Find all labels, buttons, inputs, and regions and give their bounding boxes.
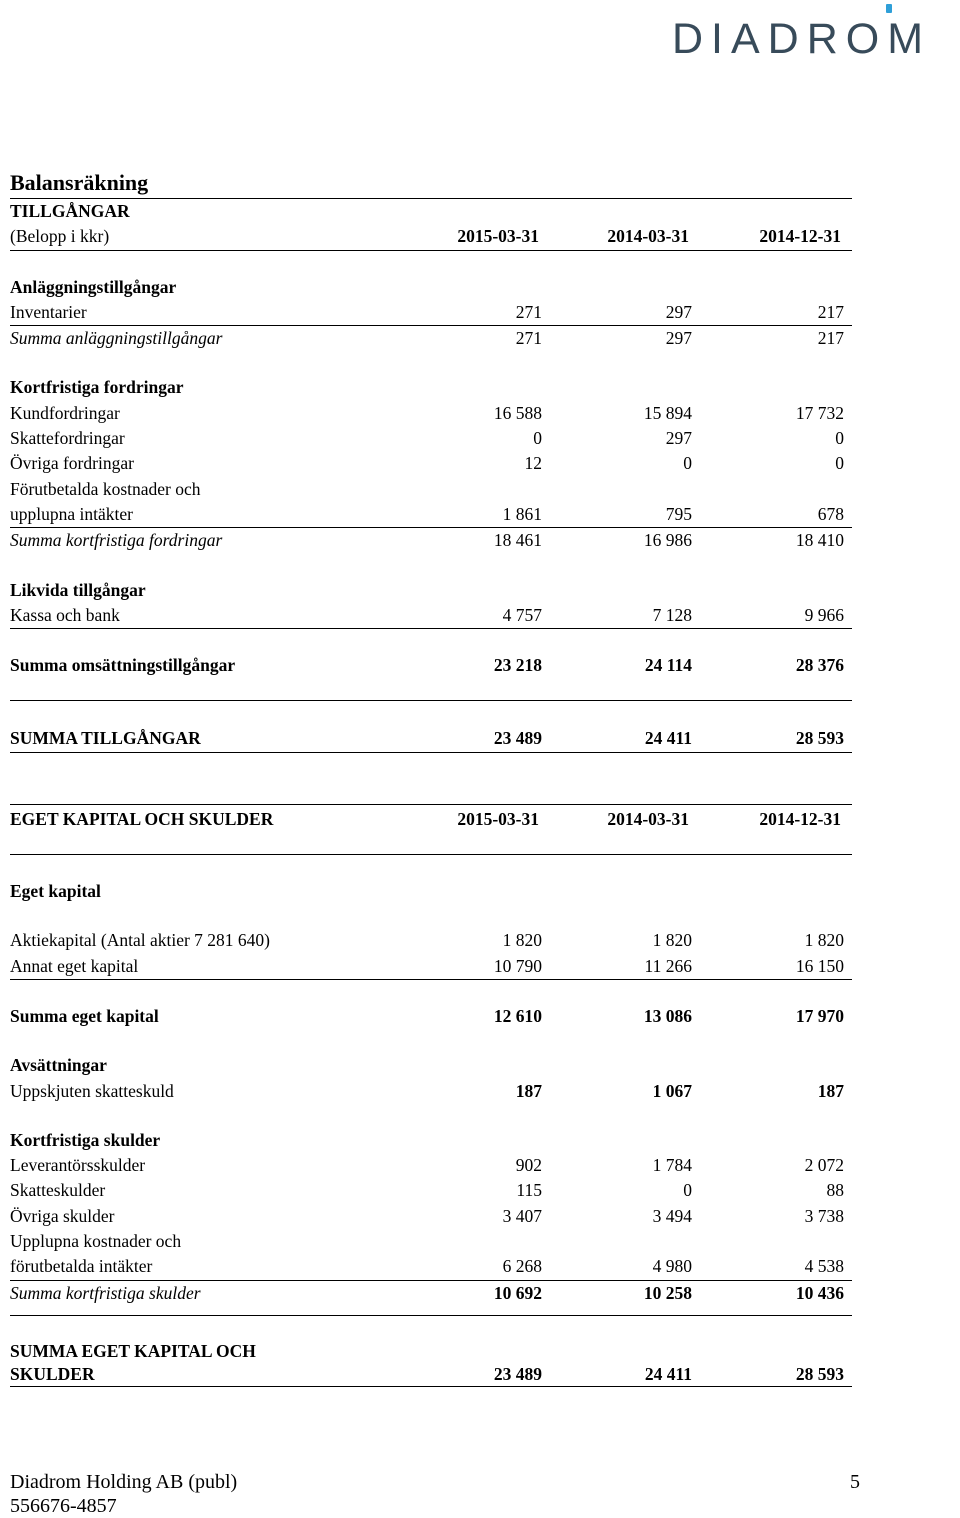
row-value: 3 407 [502,1205,542,1226]
row-value: 187 [515,1080,542,1101]
row-value: 0 [835,453,844,474]
row-label: Summa kortfristiga skulder [10,1282,201,1303]
row-value: 10 790 [493,955,542,976]
group-heading [10,275,852,300]
row-value: 15 894 [643,402,692,423]
row-value: 23 218 [493,655,542,676]
group-heading-label: Eget kapital [10,881,101,902]
grand-total-row [10,1363,852,1387]
row-value: 6 268 [502,1256,542,1277]
row-value: 9 966 [804,604,844,625]
group-heading [10,1053,852,1078]
row-value: 17 970 [795,1005,844,1026]
row-value: 2 072 [804,1155,844,1176]
row-value: 13 086 [643,1005,692,1026]
row-value: 678 [817,503,844,524]
subtotal-row [10,1004,852,1029]
row-value: 10 436 [795,1282,844,1303]
row-label: Kundfordringar [10,402,120,423]
row-value: 7 128 [652,604,692,625]
row-value: 24 411 [644,728,692,749]
table-row [10,928,852,953]
row-label: Förutbetalda kostnader och [10,478,201,499]
unit-label: (Belopp i kkr) [10,226,110,247]
section-heading [10,199,852,224]
row-value: 0 [683,1180,692,1201]
table-row [10,954,852,980]
row-value: 1 820 [502,930,542,951]
group-heading [10,578,852,603]
row-value: 217 [817,328,844,349]
group-heading [10,879,852,904]
row-value: 3 494 [652,1205,692,1226]
table-row [10,1153,852,1178]
row-label: Upplupna kostnader och [10,1231,182,1252]
row-value: 28 376 [795,655,844,676]
group-heading-label: Anläggningstillgångar [10,276,177,297]
col-header: 2014-12-31 [759,226,841,247]
table-row [10,401,852,426]
row-value: 1 820 [652,930,692,951]
row-value: 1 067 [652,1080,692,1101]
logo-accent [886,4,892,13]
row-value: 0 [533,428,542,449]
row-label: Övriga fordringar [10,453,134,474]
row-value: 4 538 [804,1256,844,1277]
row-value: 24 411 [644,1363,692,1384]
row-value: 297 [665,301,692,322]
row-label: Leverantörsskulder [10,1155,146,1176]
subtotal-row [10,653,852,678]
row-value: 187 [817,1080,844,1101]
table-row [10,1254,852,1280]
group-heading-label: Kortfristiga fordringar [10,377,184,398]
row-value: 16 986 [643,530,692,551]
col-header: 2014-12-31 [759,808,841,829]
row-label: Summa eget kapital [10,1005,159,1026]
table-row [10,300,852,326]
group-heading [10,375,852,400]
org-number: 556676-4857 [10,1495,117,1517]
row-value: 16 150 [795,955,844,976]
row-value: 297 [665,428,692,449]
row-value: 12 610 [493,1005,542,1026]
row-value: 18 461 [493,530,542,551]
subtotal-row [10,326,852,351]
row-label: förutbetalda intäkter [10,1256,153,1277]
row-value: 0 [835,428,844,449]
row-value: 88 [826,1180,844,1201]
table-row [10,603,852,629]
table-row-label-line [10,1229,852,1254]
page-footer [10,1470,860,1518]
row-label: Annat eget kapital [10,955,139,976]
row-label: SUMMA EGET KAPITAL OCH [10,1340,256,1361]
row-value: 217 [817,301,844,322]
row-label: Summa kortfristiga fordringar [10,530,223,551]
row-value: 1 861 [502,503,542,524]
row-label: SKULDER [10,1363,95,1384]
row-value: 4 757 [502,604,542,625]
row-value: 10 258 [643,1282,692,1303]
subtotal-row [10,1281,852,1306]
assets-section-title: TILLGÅNGAR [10,201,130,221]
column-header-row [10,224,852,250]
row-label: Skatteskulder [10,1180,106,1201]
row-label: upplupna intäkter [10,503,133,524]
row-value: 11 266 [644,955,692,976]
page-title: Balansräkning [10,168,852,199]
total-row [10,726,852,752]
col-header: 2015-03-31 [457,808,539,829]
row-value: 795 [665,503,692,524]
diadrom-logo [672,4,956,62]
row-value: 902 [515,1155,542,1176]
table-row-label-line [10,477,852,502]
row-label: Summa anläggningstillgångar [10,328,223,349]
row-label: Inventarier [10,301,87,322]
table-row [10,451,852,476]
balance-sheet [10,168,852,1387]
row-value: 12 [524,453,542,474]
group-heading-label: Avsättningar [10,1055,107,1076]
group-heading [10,1128,852,1153]
table-row [10,426,852,451]
page-number: 5 [850,1471,860,1493]
table-row [10,1204,852,1229]
company-name: Diadrom Holding AB (publ) [10,1471,238,1493]
row-label: Övriga skulder [10,1205,115,1226]
row-label: Aktiekapital (Antal aktier 7 281 640) [10,930,270,951]
row-label: Kassa och bank [10,604,120,625]
row-value: 271 [515,301,542,322]
row-label: SUMMA TILLGÅNGAR [10,728,201,749]
column-header-row [10,807,852,832]
table-row [10,1178,852,1203]
row-label: Summa omsättningstillgångar [10,655,236,676]
grand-total-label-line [10,1340,852,1363]
row-value: 271 [515,328,542,349]
col-header: 2014-03-31 [607,226,689,247]
row-value: 24 114 [644,655,692,676]
row-value: 0 [683,453,692,474]
group-heading-label: Likvida tillgångar [10,579,146,600]
row-label: Uppskjuten skatteskuld [10,1080,174,1101]
subtotal-row [10,528,852,553]
row-value: 18 410 [795,530,844,551]
row-value: 17 732 [795,402,844,423]
row-value: 10 692 [493,1282,542,1303]
row-value: 3 738 [804,1205,844,1226]
row-value: 16 588 [493,402,542,423]
logo-text: DIADROM [672,15,932,63]
group-heading-label: Kortfristiga skulder [10,1129,161,1150]
row-label: Skattefordringar [10,428,125,449]
col-header: 2015-03-31 [457,226,539,247]
col-header: 2014-03-31 [607,808,689,829]
row-value: 23 489 [493,1363,542,1384]
table-row [10,1079,852,1104]
row-value: 1 784 [652,1155,692,1176]
row-value: 297 [665,328,692,349]
row-value: 1 820 [804,930,844,951]
row-value: 4 980 [652,1256,692,1277]
row-value: 115 [516,1180,542,1201]
row-value: 28 593 [795,1363,844,1384]
row-value: 28 593 [795,728,844,749]
row-value: 23 489 [493,728,542,749]
equity-section-title: EGET KAPITAL OCH SKULDER [10,808,274,829]
table-row [10,502,852,528]
